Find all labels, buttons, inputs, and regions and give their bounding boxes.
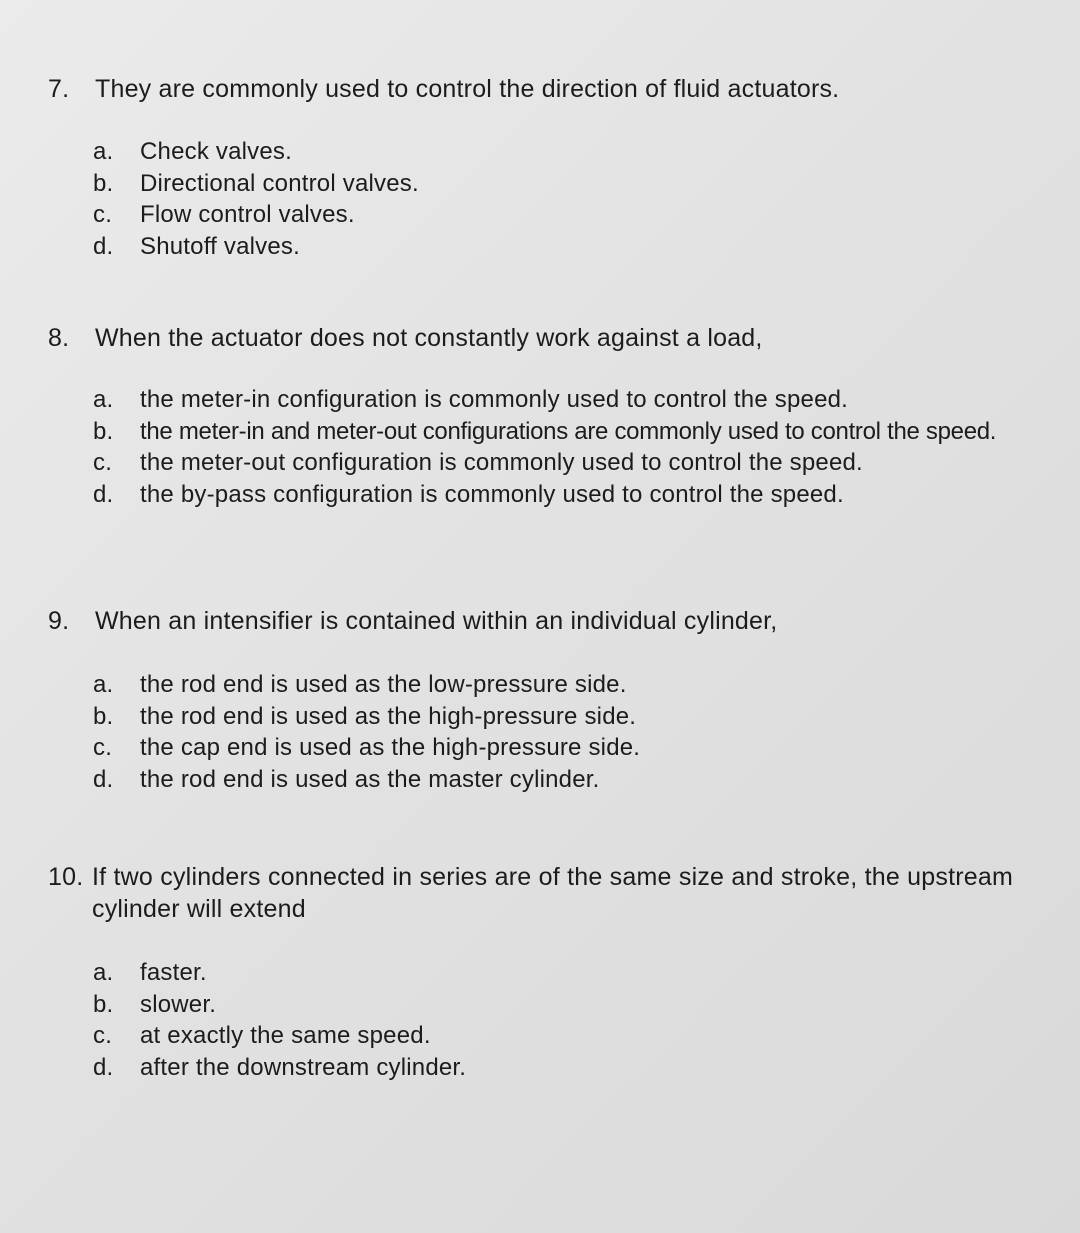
question-text: They are commonly used to control the direction of fluid actuators. bbox=[95, 75, 840, 103]
option-text: the cap end is used as the high-pressure side. bbox=[140, 734, 641, 761]
option-letter: b. bbox=[93, 990, 114, 1018]
option-a bbox=[93, 957, 1013, 989]
question-number: 7. bbox=[48, 75, 70, 103]
option-d bbox=[93, 1052, 1013, 1084]
option-letter: a. bbox=[93, 386, 114, 413]
option-b bbox=[93, 168, 1013, 200]
option-letter: d. bbox=[93, 1053, 114, 1081]
question-10 bbox=[48, 861, 1013, 925]
option-text: the meter-in configuration is commonly used to control the speed. bbox=[140, 386, 849, 413]
option-letter: d. bbox=[93, 765, 114, 793]
option-c bbox=[93, 199, 1013, 231]
option-text: Check valves. bbox=[140, 138, 292, 165]
question-number: 8. bbox=[48, 324, 70, 352]
question-text: When the actuator does not constantly work against a load, bbox=[95, 324, 763, 352]
question-text: When an intensifier is contained within an individual cylinder, bbox=[95, 607, 778, 635]
option-text: Shutoff valves. bbox=[140, 232, 300, 260]
option-letter: c. bbox=[93, 1022, 113, 1049]
option-letter: c. bbox=[93, 449, 113, 476]
option-letter: a. bbox=[93, 138, 114, 165]
question-8-stem bbox=[48, 322, 1018, 354]
question-text: If two cylinders connected in series are of the same size and stroke, the upstream cylinder will extend bbox=[92, 863, 1013, 923]
question-9 bbox=[48, 605, 1018, 637]
option-text: the meter-in and meter-out configurations are commonly used to control the speed. bbox=[140, 417, 997, 445]
question-10-options bbox=[93, 957, 1013, 1083]
option-d bbox=[93, 479, 1008, 511]
option-letter: c. bbox=[93, 201, 113, 228]
option-letter: b. bbox=[93, 702, 114, 730]
question-number: 10. bbox=[48, 863, 84, 891]
question-9-stem bbox=[48, 605, 1018, 637]
option-c bbox=[93, 732, 1013, 764]
option-text: the rod end is used as the high-pressure side. bbox=[140, 702, 637, 730]
option-text: faster. bbox=[140, 959, 207, 986]
option-c bbox=[93, 1020, 1013, 1052]
question-10-stem bbox=[48, 861, 1013, 925]
question-7-options bbox=[93, 136, 1013, 262]
question-8-options bbox=[93, 384, 1008, 510]
option-a bbox=[93, 669, 1013, 701]
option-letter: a. bbox=[93, 959, 114, 986]
option-text: after the downstream cylinder. bbox=[140, 1053, 467, 1081]
question-7-stem bbox=[48, 73, 1018, 105]
option-c bbox=[93, 447, 1008, 479]
question-9-options bbox=[93, 669, 1013, 795]
option-text: the meter-out configuration is commonly used to control the speed. bbox=[140, 449, 863, 476]
option-letter: a. bbox=[93, 671, 114, 698]
option-text: at exactly the same speed. bbox=[140, 1022, 431, 1049]
option-d bbox=[93, 764, 1013, 796]
option-text: Directional control valves. bbox=[140, 169, 419, 197]
option-text: slower. bbox=[140, 990, 217, 1018]
option-b bbox=[93, 416, 1008, 448]
question-8 bbox=[48, 322, 1018, 354]
option-letter: b. bbox=[93, 417, 114, 445]
option-text: the by-pass configuration is commonly used to control the speed. bbox=[140, 480, 844, 508]
option-b bbox=[93, 701, 1013, 733]
option-text: the rod end is used as the master cylinder. bbox=[140, 765, 600, 793]
option-letter: c. bbox=[93, 734, 113, 761]
option-letter: d. bbox=[93, 480, 114, 508]
option-d bbox=[93, 231, 1013, 263]
option-b bbox=[93, 989, 1013, 1021]
option-letter: d. bbox=[93, 232, 114, 260]
option-a bbox=[93, 136, 1013, 168]
option-text: the rod end is used as the low-pressure side. bbox=[140, 671, 627, 698]
question-7 bbox=[48, 73, 1018, 105]
option-a bbox=[93, 384, 1008, 416]
option-letter: b. bbox=[93, 169, 114, 197]
option-text: Flow control valves. bbox=[140, 201, 355, 228]
question-number: 9. bbox=[48, 607, 70, 635]
